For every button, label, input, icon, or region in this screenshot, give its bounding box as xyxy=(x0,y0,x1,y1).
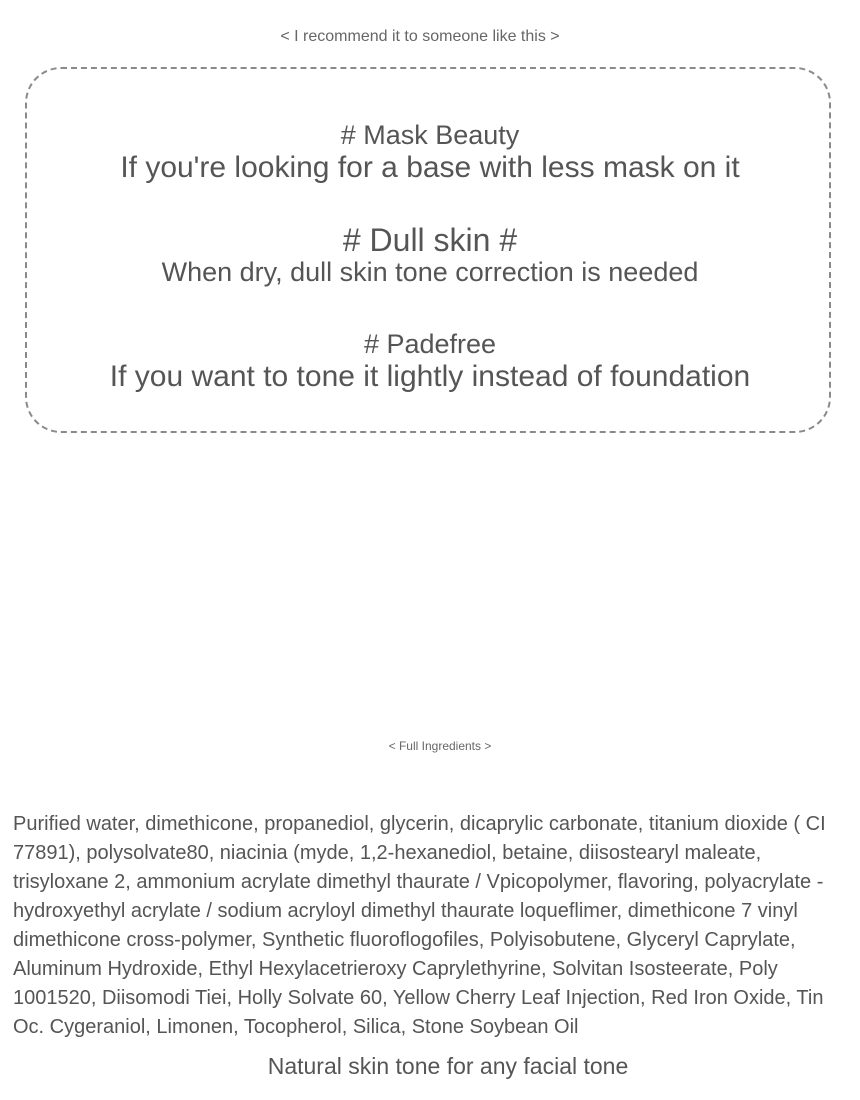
recommend-description: If you want to tone it lightly instead of foundation xyxy=(109,360,751,393)
recommend-description: When dry, dull skin tone correction is needed xyxy=(161,257,699,287)
recommend-item-mask-beauty xyxy=(27,119,833,185)
ingredients-list: Purified water, dimethicone, propanediol, glycerin, dicaprylic carbonate, titanium dioxide ( CI 77891), polysolvate80, niacinia (myde, 1,2-hexanediol, betaine, diisostearyl maleate, trisyloxane 2, ammonium acrylate dimethyl thaurate / Vpicopolymer, flavoring, polyacrylate -hydroxyethyl acrylate / sodium acryloyl dimethyl thaurate loqueflimer, dimethicone 7 vinyl dimethicone cross-polymer, Synthetic fluoroflogofiles, Polyisobutene, Glyceryl Caprylate, Aluminum Hydroxide, Ethyl Hexylacetrieroxy Caprylethyrine, Solvitan Isosteerate, Poly 1001520, Diisomodi Tiei, Holly Solvate 60, Yellow Cherry Leaf Injection, Red Iron Oxide, Tin Oc. Cygeraniol, Limonen, Tocopherol, Silica, Stone Soybean Oil xyxy=(13,813,826,1038)
recommend-item-dull-skin xyxy=(27,223,833,287)
recommend-tag: # Dull skin # xyxy=(342,222,518,258)
tagline: Natural skin tone for any facial tone xyxy=(267,1053,629,1079)
ingredients-heading: < Full Ingredients > xyxy=(388,739,492,753)
recommend-box xyxy=(25,67,831,433)
recommend-item-padefree xyxy=(27,328,833,394)
recommend-description: If you're looking for a base with less mask on it xyxy=(120,151,740,184)
recommend-tag: # Padefree xyxy=(363,329,497,359)
recommend-heading: < I recommend it to someone like this > xyxy=(280,28,560,45)
recommend-tag: # Mask Beauty xyxy=(340,120,520,150)
